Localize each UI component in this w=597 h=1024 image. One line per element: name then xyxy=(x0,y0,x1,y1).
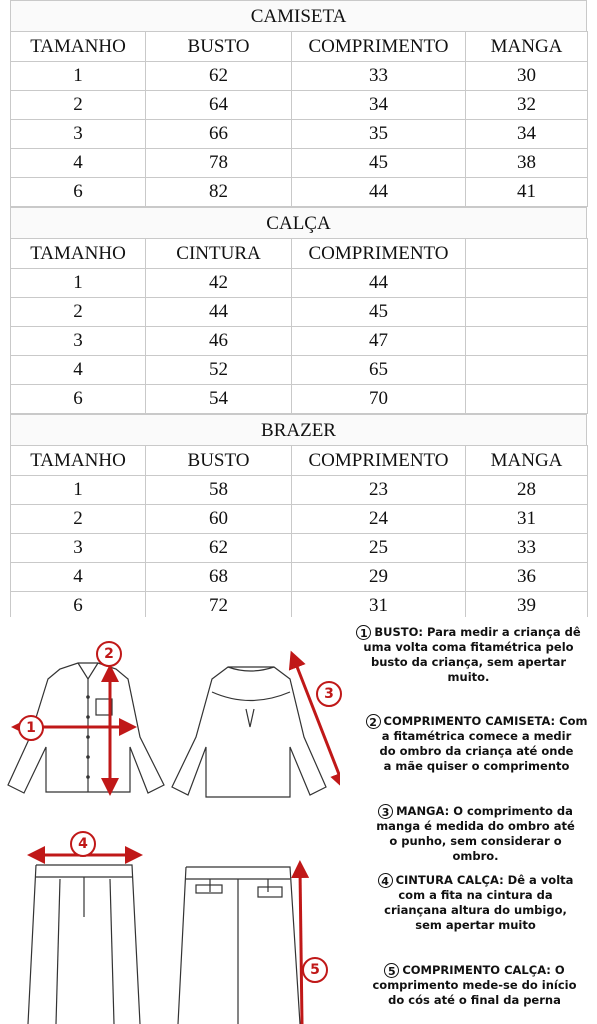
table-cell: 46 xyxy=(146,327,292,356)
camiseta-title: CAMISETA xyxy=(10,0,587,31)
instruction-manga xyxy=(354,804,597,864)
step-number: 2 xyxy=(366,714,381,729)
instruction-line: MANGA: O comprimento da xyxy=(396,804,573,818)
table-cell: 6 xyxy=(11,592,146,621)
table-cell xyxy=(466,356,588,385)
table-cell xyxy=(466,269,588,298)
instruction-busto xyxy=(340,625,597,685)
instruction-line: ombro. xyxy=(452,849,499,863)
camiseta-table xyxy=(10,31,588,207)
step-number: 5 xyxy=(384,963,399,978)
table-cell: 82 xyxy=(146,178,292,207)
instruction-line: o punho, sem considerar o xyxy=(389,834,562,848)
instruction-line: a mãe quiser o comprimento xyxy=(383,759,570,773)
table-cell: 41 xyxy=(466,178,588,207)
table-cell: 64 xyxy=(146,91,292,120)
table-header-row xyxy=(11,239,588,269)
marker-1-badge: 1 xyxy=(18,715,44,741)
table-row xyxy=(11,327,588,356)
table-header-row xyxy=(11,32,588,62)
instruction-line: CINTURA CALÇA: Dê a volta xyxy=(395,873,574,887)
marker-3-badge: 3 xyxy=(316,681,342,707)
table-cell: 42 xyxy=(146,269,292,298)
table-cell: 2 xyxy=(11,91,146,120)
header-cell: BUSTO xyxy=(146,446,292,476)
header-cell: TAMANHO xyxy=(11,32,146,62)
table-cell xyxy=(466,385,588,414)
table-cell: 31 xyxy=(466,505,588,534)
instruction-line: manga é medida do ombro até xyxy=(376,819,575,833)
measurement-guide xyxy=(0,617,597,1024)
brazer-title: BRAZER xyxy=(10,414,587,445)
header-cell: COMPRIMENTO xyxy=(292,239,466,269)
table-cell: 44 xyxy=(146,298,292,327)
shirt-back-drawing xyxy=(172,667,326,797)
table-cell xyxy=(466,327,588,356)
table-cell: 62 xyxy=(146,62,292,91)
pants-front-drawing xyxy=(28,865,140,1024)
table-cell: 65 xyxy=(292,356,466,385)
table-cell: 2 xyxy=(11,298,146,327)
instruction-comprimento-calca xyxy=(352,963,597,1008)
table-cell: 6 xyxy=(11,178,146,207)
table-row xyxy=(11,534,588,563)
size-tables xyxy=(10,0,587,631)
instruction-line: uma volta coma fitamétrica pelo xyxy=(363,640,574,654)
header-cell xyxy=(466,239,588,269)
table-cell: 52 xyxy=(146,356,292,385)
table-cell: 4 xyxy=(11,149,146,178)
table-cell: 4 xyxy=(11,563,146,592)
table-cell: 60 xyxy=(146,505,292,534)
instruction-line: busto da criança, sem apertar xyxy=(370,655,566,669)
table-cell: 38 xyxy=(466,149,588,178)
marker-2-badge: 2 xyxy=(96,641,122,667)
table-row xyxy=(11,385,588,414)
table-cell: 33 xyxy=(292,62,466,91)
table-cell: 23 xyxy=(292,476,466,505)
table-cell: 29 xyxy=(292,563,466,592)
table-cell: 6 xyxy=(11,385,146,414)
garment-illustrations xyxy=(0,617,340,1024)
table-row xyxy=(11,120,588,149)
table-row xyxy=(11,269,588,298)
table-cell: 68 xyxy=(146,563,292,592)
table-cell: 45 xyxy=(292,298,466,327)
table-cell: 3 xyxy=(11,120,146,149)
table-cell: 24 xyxy=(292,505,466,534)
table-row xyxy=(11,505,588,534)
table-header-row xyxy=(11,446,588,476)
marker-5-badge: 5 xyxy=(302,957,328,983)
table-row xyxy=(11,476,588,505)
table-row xyxy=(11,563,588,592)
table-cell: 66 xyxy=(146,120,292,149)
header-cell: BUSTO xyxy=(146,32,292,62)
table-cell: 34 xyxy=(466,120,588,149)
table-row xyxy=(11,62,588,91)
step-number: 4 xyxy=(378,873,393,888)
table-cell: 3 xyxy=(11,327,146,356)
table-cell: 44 xyxy=(292,178,466,207)
table-cell: 45 xyxy=(292,149,466,178)
table-row xyxy=(11,298,588,327)
header-cell: COMPRIMENTO xyxy=(292,32,466,62)
instruction-line: a fitamétrica comece a medir xyxy=(381,729,572,743)
table-cell: 39 xyxy=(466,592,588,621)
table-cell: 35 xyxy=(292,120,466,149)
table-cell: 78 xyxy=(146,149,292,178)
instruction-line: BUSTO: Para medir a criança dê xyxy=(374,625,581,639)
table-cell: 58 xyxy=(146,476,292,505)
table-cell: 31 xyxy=(292,592,466,621)
header-cell: MANGA xyxy=(466,446,588,476)
instruction-cintura-calca xyxy=(354,873,597,933)
pants-back-drawing xyxy=(178,867,300,1024)
header-cell: CINTURA xyxy=(146,239,292,269)
table-cell: 62 xyxy=(146,534,292,563)
instruction-line: comprimento mede-se do início xyxy=(372,978,577,992)
marker-4-badge: 4 xyxy=(70,831,96,857)
table-cell: 2 xyxy=(11,505,146,534)
table-cell: 44 xyxy=(292,269,466,298)
table-row xyxy=(11,149,588,178)
table-cell: 70 xyxy=(292,385,466,414)
table-cell: 1 xyxy=(11,269,146,298)
instruction-line: sem apertar muito xyxy=(415,918,536,932)
instruction-line: do cós até o final da perna xyxy=(388,993,561,1007)
table-cell: 34 xyxy=(292,91,466,120)
table-cell: 33 xyxy=(466,534,588,563)
instruction-line: com a fita na cintura da xyxy=(398,888,553,902)
table-cell: 30 xyxy=(466,62,588,91)
header-cell: COMPRIMENTO xyxy=(292,446,466,476)
table-cell xyxy=(466,298,588,327)
instruction-line: COMPRIMENTO CALÇA: O xyxy=(402,963,565,977)
step-number: 3 xyxy=(378,804,393,819)
calca-title: CALÇA xyxy=(10,207,587,238)
table-cell: 1 xyxy=(11,62,146,91)
table-cell: 72 xyxy=(146,592,292,621)
step-number: 1 xyxy=(356,625,371,640)
table-cell: 36 xyxy=(466,563,588,592)
instruction-line: muito. xyxy=(447,670,490,684)
table-cell: 1 xyxy=(11,476,146,505)
table-row xyxy=(11,178,588,207)
table-cell: 25 xyxy=(292,534,466,563)
header-cell: MANGA xyxy=(466,32,588,62)
table-row xyxy=(11,91,588,120)
instruction-line: COMPRIMENTO CAMISETA: Com xyxy=(383,714,588,728)
table-cell: 3 xyxy=(11,534,146,563)
table-row xyxy=(11,356,588,385)
table-cell: 4 xyxy=(11,356,146,385)
table-cell: 54 xyxy=(146,385,292,414)
table-cell: 32 xyxy=(466,91,588,120)
instruction-comprimento-camiseta xyxy=(356,714,597,774)
table-cell: 28 xyxy=(466,476,588,505)
brazer-table xyxy=(10,445,588,621)
header-cell: TAMANHO xyxy=(11,446,146,476)
instruction-line: do ombro da criança até onde xyxy=(379,744,574,758)
manga-arrow xyxy=(294,659,340,782)
comprimento-calca-arrow xyxy=(300,869,302,1024)
instruction-line: criançana altura do umbigo, xyxy=(384,903,567,917)
table-cell: 47 xyxy=(292,327,466,356)
calca-table xyxy=(10,238,588,414)
header-cell: TAMANHO xyxy=(11,239,146,269)
